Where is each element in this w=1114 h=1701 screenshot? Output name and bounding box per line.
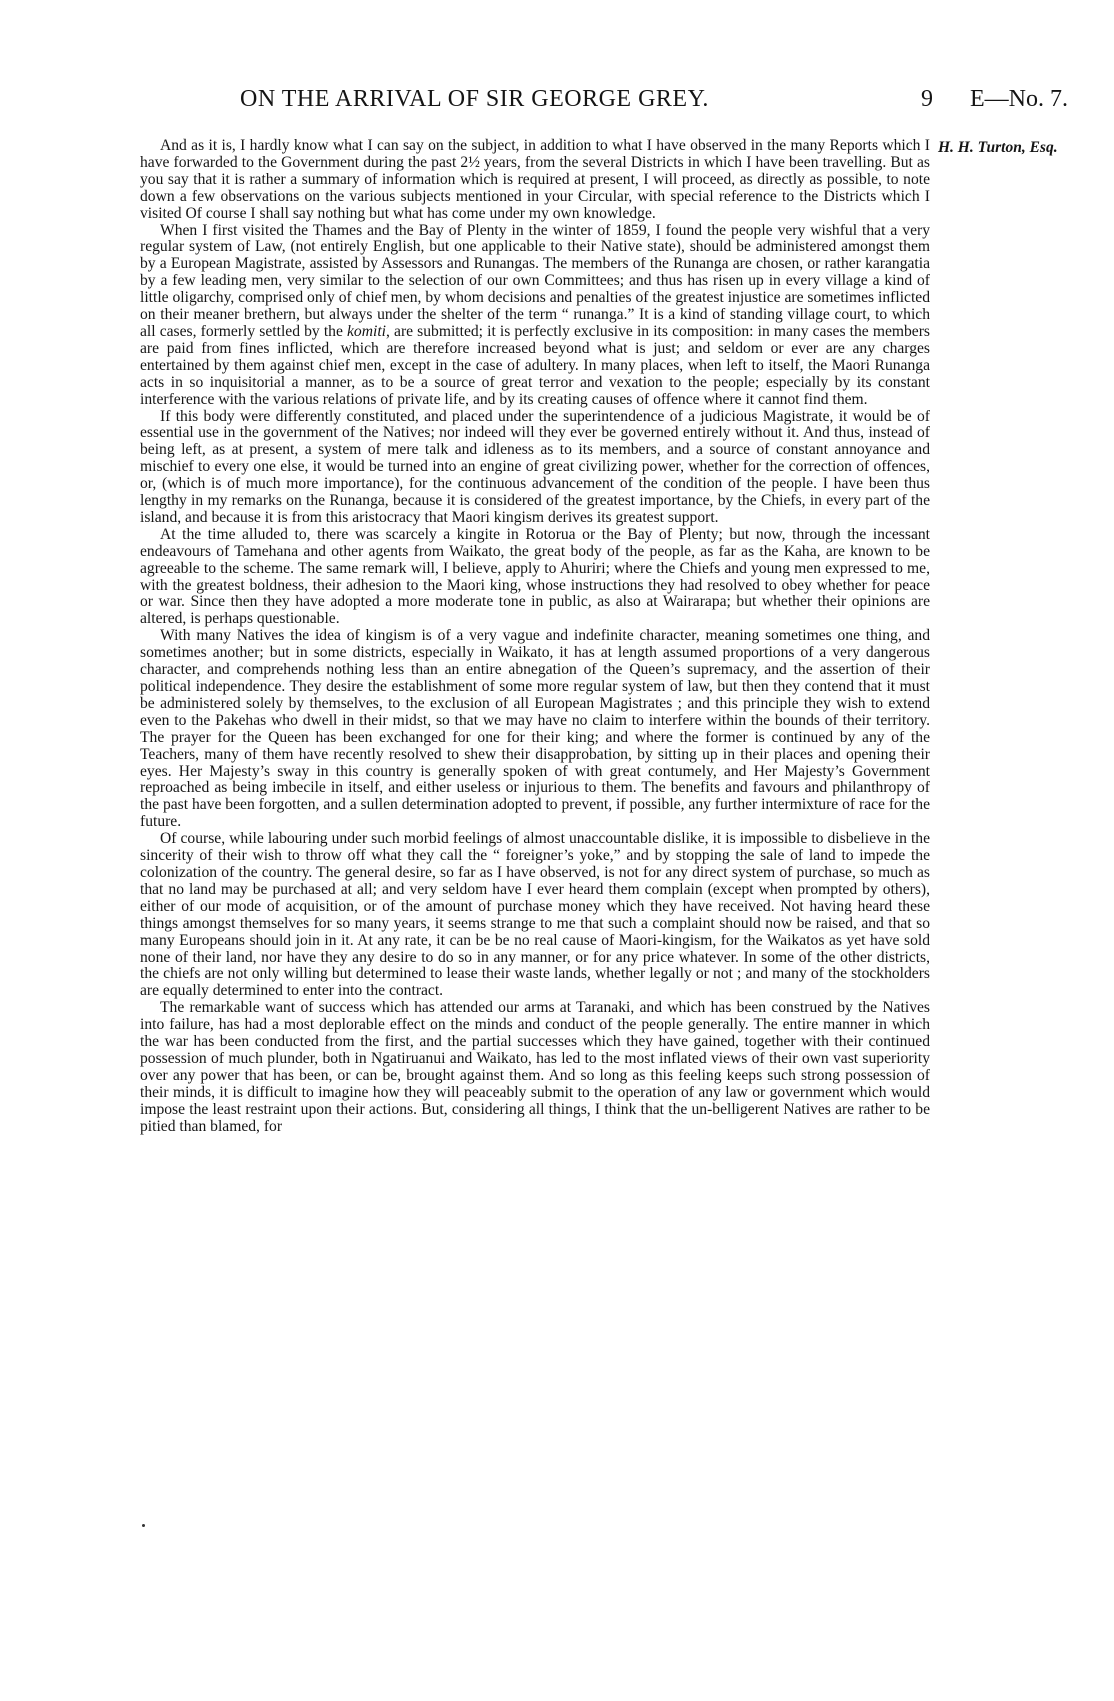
page-header	[140, 86, 1068, 126]
body-text	[140, 138, 930, 1135]
paragraph: When I first visited the Thames and the Bay of Plenty in the winter of 1859, I found the people very wishful that a very regular system of Law, (not entirely English, but one applicable to their Native state), should be administered amongst them by a European Magistrate, assisted by Assessors and Runangas. The members of the Runanga are chosen, or rather karangatia by a few leading men, very similar to the selection of our own Committees; and thus has risen up in every village a kind of little oligarchy, comprised only of chief men, by whom decisions and penalties of the greatest injustice are sometimes inflicted on their meaner brethern, but always under the shelter of the term “ runanga.” It is a kind of standing village court, to which all cases, formerly settled by the komiti, are submitted; it is perfectly exclusive in its composition: in many cases the members are paid from fines inflicted, which are therefore increased beyond what is just; and seldom or ever are any charges entertained by them against chief men, except in the case of adultery. In many places, when left to itself, the Maori Runanga acts in so inquisitorial a manner, as to be a source of great terror and vexation to the people; especially by its constant interference with the various relations of private life, and by its creating causes of offence where it cannot find them.	[140, 221, 930, 408]
paragraph: With many Natives the idea of kingism is of a very vague and indefinite character, meaning sometimes one thing, and sometimes another; but in some districts, especially in Waikato, it has at length assumed proportions of a very dangerous character, and comprehends nothing less than an entire abnegation of the Queen’s supremacy, and the assertion of their political independence. They desire the establishment of some more regular system of law, but then they contend that it must be administered solely by themselves, to the exclusion of all European Magistrates ; and this principle they wish to extend even to the Pakehas who dwell in their midst, so that we may have no claim to interfere within the bounds of their territory. The prayer for the Queen has been exchanged for one for their king; and where the former is continued by any of the Teachers, many of them have recently resolved to shew their disapprobation, by sitting up in their places and opening their eyes. Her Majesty’s sway in this country is generally spoken of with great contumely, and Her Majesty’s Government reproached as being imbecile in itself, and either useless or injurious to them. The benefits and favours and philanthropy of the past have been forgotten, and a sullen determination adopted to prevent, if possible, any further intermixture of race for the future.	[140, 627, 930, 831]
paragraph: If this body were differently constituted, and placed under the superintendence of a judicious Magistrate, it would be of essential use in the government of the Natives; nor indeed will they ever be governed entirely without it. And thus, instead of being left, as at present, a system of mere talk and idleness as to its members, and a source of constant annoyance and mischief to every one else, it would be turned into an engine of great civilizing power, whether for the correction of offences, or, (which is of much more importance), for the continuous advancement of the condition of the people. I have been thus lengthy in my remarks on the Runanga, because it is considered of the greatest importance, by the Chiefs, in every part of the island, and because it is from this aristocracy that Maori kingism derives its greatest support.	[140, 407, 930, 526]
page-title: ON THE ARRIVAL OF SIR GEORGE GREY.	[240, 86, 709, 112]
italic-term: komiti	[347, 322, 386, 340]
margin-note-author: H. H. Turton, Esq.	[938, 139, 1058, 156]
paragraph: The remarkable want of success which has attended our arms at Taranaki, and which has been construed by the Natives into failure, has had a most deplorable effect on the minds and conduct of the people generally. The entire manner in which the war has been conducted from the first, and the partial successes which they have gained, together with their continued possession of much plunder, both in Ngatiruanui and Waikato, has led to the most inflated views of their own vast superiority over any power that has been, or can be, brought against them. And so long as this feeling keeps such strong possession of their minds, it is difficult to imagine how they will peaceably submit to the operation of any law or government which would impose the least restraint upon their actions. But, considering all things, I think that the un-belligerent Natives are rather to be pitied than blamed, for	[140, 999, 930, 1135]
paragraph: And as it is, I hardly know what I can say on the subject, in addition to what I have observed in the many Reports which I have forwarded to the Government during the past 2½ years, from the several Districts in which I have been travelling. But as you say that it is rather a summary of information which is required at present, I will proceed, as directly as possible, to note down a few observations on the various subjects mentioned in your Circular, with special reference to the Districts which I visited Of course I shall say nothing but what has come under my own knowledge.	[140, 137, 930, 222]
paragraph: Of course, while labouring under such morbid feelings of almost unaccountable dislike, it is impossible to disbelieve in the sincerity of their wish to throw off what they call the “ foreigner’s yoke,” and by stopping the sale of land to impede the colonization of the country. The general desire, so far as I have observed, is not for any direct system of purchase, so much as that no land may be purchased at all; and very seldom have I ever heard them complain (except when prompted by others), either of our mode of acquisition, or of the amount of purchase money which they have received. Not having heard these things amongst themselves for so many years, it seems strange to me that such a complaint should now be raised, and that so many Europeans should join in it. At any rate, it can be be no real cause of Maori-kingism, for the Waikatos as yet have sold none of their land, nor have they any desire to do so in any manner, or for any price whatever. In some of the other districts, the chiefs are not only willing but determined to lease their waste lands, whether legally or not ; and many of the stockholders are equally determined to enter into the contract.	[140, 830, 930, 1000]
paragraph: At the time alluded to, there was scarcely a kingite in Rotorua or the Bay of Plenty; but now, through the incessant endeavours of Tamehana and other agents from Waikato, the great body of the people, as far as the Kaha, are known to be agreeable to the scheme. The same remark will, I believe, apply to Ahuriri; where the Chiefs and young men expressed to me, with the greatest boldness, their adhesion to the Maori king, whose instructions they had resolved to obey whether for peace or war. Since then they have adopted a more moderate tone in public, as also at Wairarapa; but whether their opinions are altered, is perhaps questionable.	[140, 525, 930, 628]
print-speck	[142, 1524, 145, 1527]
document-reference: E—No. 7.	[970, 86, 1068, 112]
page-number: 9	[921, 86, 933, 112]
